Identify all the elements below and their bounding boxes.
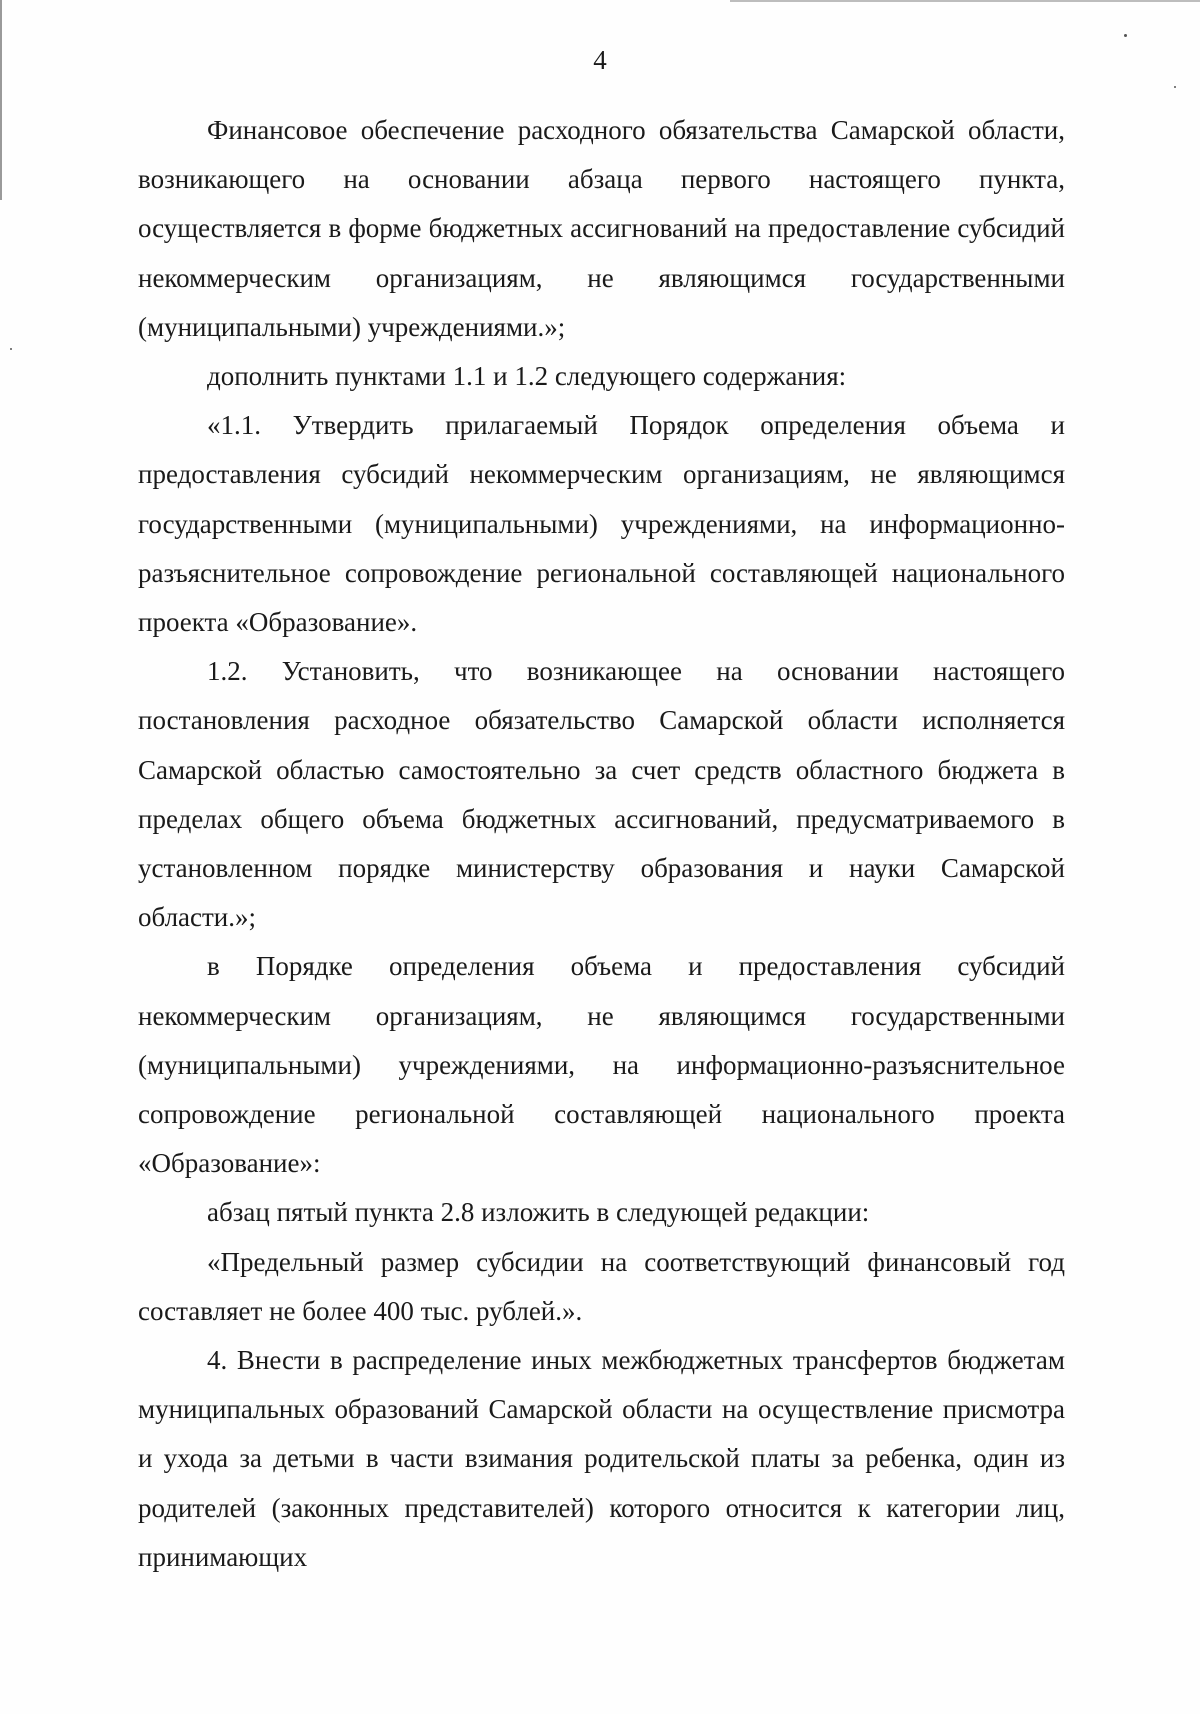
paragraph-point-4: 4. Внести в распределение иных межбюджетных трансфертов бюджетам муниципальных образований Самарской области на осуществление присмотра и ухода за детьми в части взимания родительской платы за ребенка, один из родителей (законных представителей) которого относится к категории лиц, принимающих — [138, 1345, 1065, 1572]
scan-edge-top — [730, 0, 1200, 2]
scan-speck — [1174, 86, 1176, 88]
document-body — [138, 106, 1065, 1582]
paragraph-financial-provision: Финансовое обеспечение расходного обязательства Самарской области, возникающего на основании абзаца первого настоящего пункта, осуществляется в форме бюджетных ассигнований на предоставление субсидий некоммерческим организациям, не являющимся государственными (муниципальными) учреждениями.»; — [138, 115, 1065, 342]
scan-speck — [1124, 34, 1127, 37]
paragraph-add-points: дополнить пунктами 1.1 и 1.2 следующего содержания: — [207, 361, 847, 392]
paragraph-clause-2-8: абзац пятый пункта 2.8 изложить в следующей редакции: — [207, 1197, 870, 1228]
page-number: 4 — [593, 45, 607, 75]
paragraph-point-1-1: «1.1. Утвердить прилагаемый Порядок определения объема и предоставления субсидий некоммерческим организациям, не являющимся государственными (муниципальными) учреждениями, на информационно-разъяснительное сопровождение региональной составляющей национального проекта «Образование». — [138, 410, 1065, 638]
paragraph-point-1-2: 1.2. Установить, что возникающее на основании настоящего постановления расходное обязательство Самарской области исполняется Самарской областью самостоятельно за счет средств областного бюджета в пределах общего объема бюджетных ассигнований, предусматриваемого в установленном порядке министерству образования и науки Самарской области.»; — [138, 656, 1065, 933]
paragraph-procedure-amendment: в Порядке определения объема и предоставления субсидий некоммерческим организациям, не являющимся государственными (муниципальными) учреждениями, на информационно-разъяснительное сопровождение региональной составляющей национального проекта «Образование»: — [138, 951, 1065, 1179]
scan-edge-left — [0, 0, 2, 200]
scan-speck — [10, 348, 12, 350]
paragraph-subsidy-limit: «Предельный размер субсидии на соответствующий финансовый год составляет не более 400 тыс. рублей.». — [138, 1246, 1065, 1326]
